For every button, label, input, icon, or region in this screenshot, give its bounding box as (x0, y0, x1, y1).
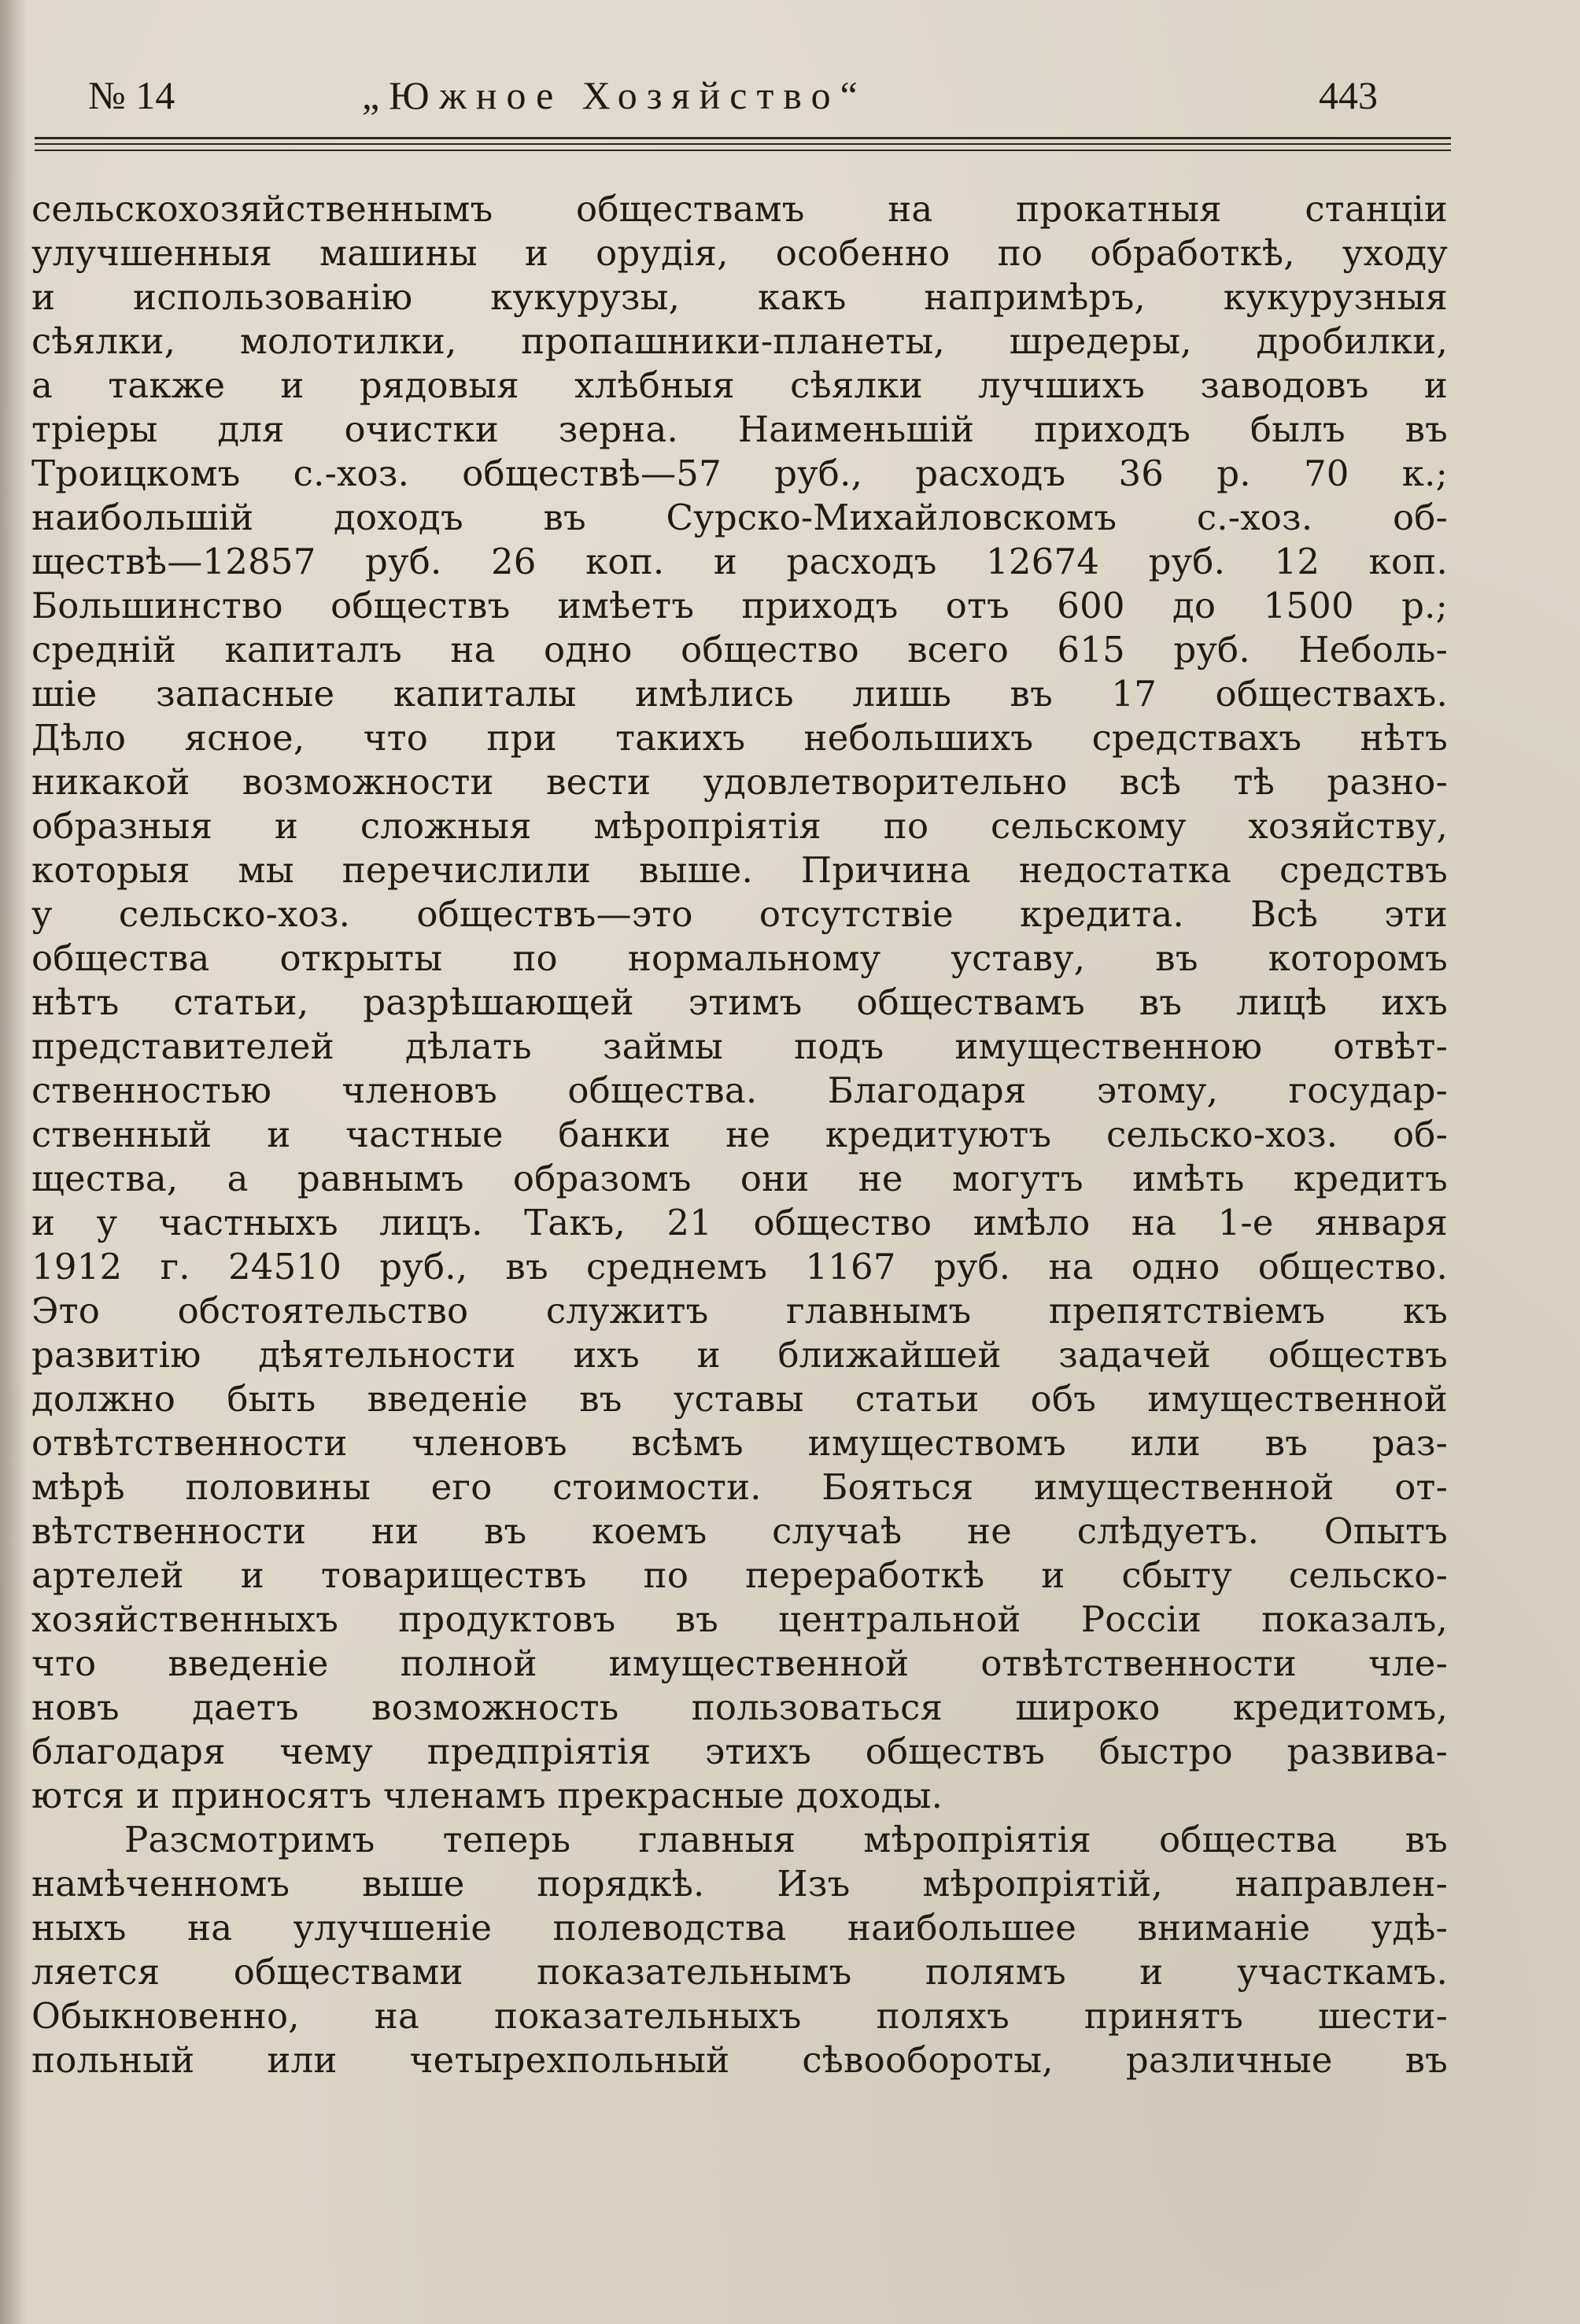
issue-number: № 14 (88, 73, 175, 117)
text-line-paragraph-start: Разсмотримъ теперь главныя мѣропріятія общества въ (124, 1819, 1448, 1860)
header-rule-bottom (35, 150, 1451, 151)
text-line: отвѣтственности членовъ всѣмъ имуществомъ или въ раз- (31, 1422, 1448, 1464)
text-line: должно быть введеніе въ уставы статьи объ имущественной (31, 1378, 1448, 1420)
text-line: благодаря чему предпріятія этихъ обществъ быстро развива- (31, 1731, 1448, 1772)
text-line: сельскохозяйственнымъ обществамъ на прокатныя станціи (31, 188, 1448, 230)
text-line: Троицкомъ с.-хоз. обществѣ—57 руб., расходъ 36 р. 70 к.; (31, 453, 1448, 494)
text-line: и у частныхъ лицъ. Такъ, 21 общество имѣло на 1-е января (31, 1202, 1448, 1243)
text-line: средній капиталъ на одно общество всего 615 руб. Неболь- (31, 629, 1448, 671)
text-line: 1912 г. 24510 руб., въ среднемъ 1167 руб. на одно общество. (31, 1246, 1448, 1288)
text-line: Обыкновенно, на показательныхъ поляхъ принятъ шести- (31, 1995, 1448, 2037)
text-line: польный или четырехпольный сѣвообороты, различные въ (31, 2039, 1448, 2081)
text-line: общества открыты по нормальному уставу, въ которомъ (31, 937, 1448, 979)
page-edge-shadow (0, 0, 27, 2324)
text-line: ляется обществами показательнымъ полямъ и участкамъ. (31, 1951, 1448, 1993)
text-line: нѣтъ статьи, разрѣшающей этимъ обществамъ въ лицѣ ихъ (31, 981, 1448, 1023)
text-line: ственностью членовъ общества. Благодаря этому, государ- (31, 1070, 1448, 1111)
header-rule-middle (35, 143, 1451, 145)
text-line: развитію дѣятельности ихъ и ближайшей задачей обществъ (31, 1334, 1448, 1376)
text-line: вѣтственности ни въ коемъ случаѣ не слѣдуетъ. Опытъ (31, 1510, 1448, 1552)
text-line: а также и рядовыя хлѣбныя сѣялки лучшихъ заводовъ и (31, 364, 1448, 406)
text-line: ныхъ на улучшеніе полеводства наибольшее вниманіе удѣ- (31, 1907, 1448, 1949)
article-body (31, 187, 1448, 2082)
text-line: шіе запасные капиталы имѣлись лишь въ 17 обществахъ. (31, 673, 1448, 715)
text-line: что введеніе полной имущественной отвѣтственности чле- (31, 1642, 1448, 1684)
text-line: которыя мы перечислили выше. Причина недостатка средствъ (31, 849, 1448, 891)
text-line: хозяйственныхъ продуктовъ въ центральной Россіи показалъ, (31, 1598, 1448, 1640)
text-line: артелей и товариществъ по переработкѣ и сбыту сельско- (31, 1554, 1448, 1596)
text-line: мѣрѣ половины его стоимости. Бояться имущественной от- (31, 1466, 1448, 1508)
text-line: намѣченномъ выше порядкѣ. Изъ мѣропріятій, направлен- (31, 1863, 1448, 1905)
text-line: наибольшій доходъ въ Сурско-Михайловскомъ с.-хоз. об- (31, 497, 1448, 538)
text-line: новъ даетъ возможность пользоваться широко кредитомъ, (31, 1687, 1448, 1728)
running-header (35, 72, 1451, 135)
text-line: и использованію кукурузы, какъ напримѣръ, кукурузныя (31, 276, 1448, 318)
text-line: образныя и сложныя мѣропріятія по сельскому хозяйству, (31, 805, 1448, 847)
text-line: улучшенныя машины и орудія, особенно по обработкѣ, уходу (31, 232, 1448, 274)
journal-title: „Южное Хозяйство“ (362, 73, 867, 117)
page-number: 443 (1319, 73, 1378, 117)
text-line: у сельско-хоз. обществъ—это отсутствіе кредита. Всѣ эти (31, 893, 1448, 935)
header-rule-top (35, 137, 1451, 139)
text-line: Это обстоятельство служитъ главнымъ препятствіемъ къ (31, 1290, 1448, 1332)
text-line: представителей дѣлать займы подъ имущественною отвѣт- (31, 1025, 1448, 1067)
text-line: сѣялки, молотилки, пропашники-планеты, шредеры, дробилки, (31, 320, 1448, 362)
text-line: тріеры для очистки зерна. Наименьшій приходъ былъ въ (31, 408, 1448, 450)
text-line: ществѣ—12857 руб. 26 коп. и расходъ 12674 руб. 12 коп. (31, 541, 1448, 582)
text-line: Дѣло ясное, что при такихъ небольшихъ средствахъ нѣтъ (31, 717, 1448, 759)
text-line: ственный и частные банки не кредитуютъ сельско-хоз. об- (31, 1114, 1448, 1155)
text-line-paragraph-end: ются и приносятъ членамъ прекрасные доходы. (31, 1775, 943, 1816)
text-line: никакой возможности вести удовлетворительно всѣ тѣ разно- (31, 761, 1448, 803)
text-line: щества, а равнымъ образомъ они не могутъ имѣть кредитъ (31, 1158, 1448, 1199)
text-line: Большинство обществъ имѣетъ приходъ отъ 600 до 1500 р.; (31, 585, 1448, 626)
